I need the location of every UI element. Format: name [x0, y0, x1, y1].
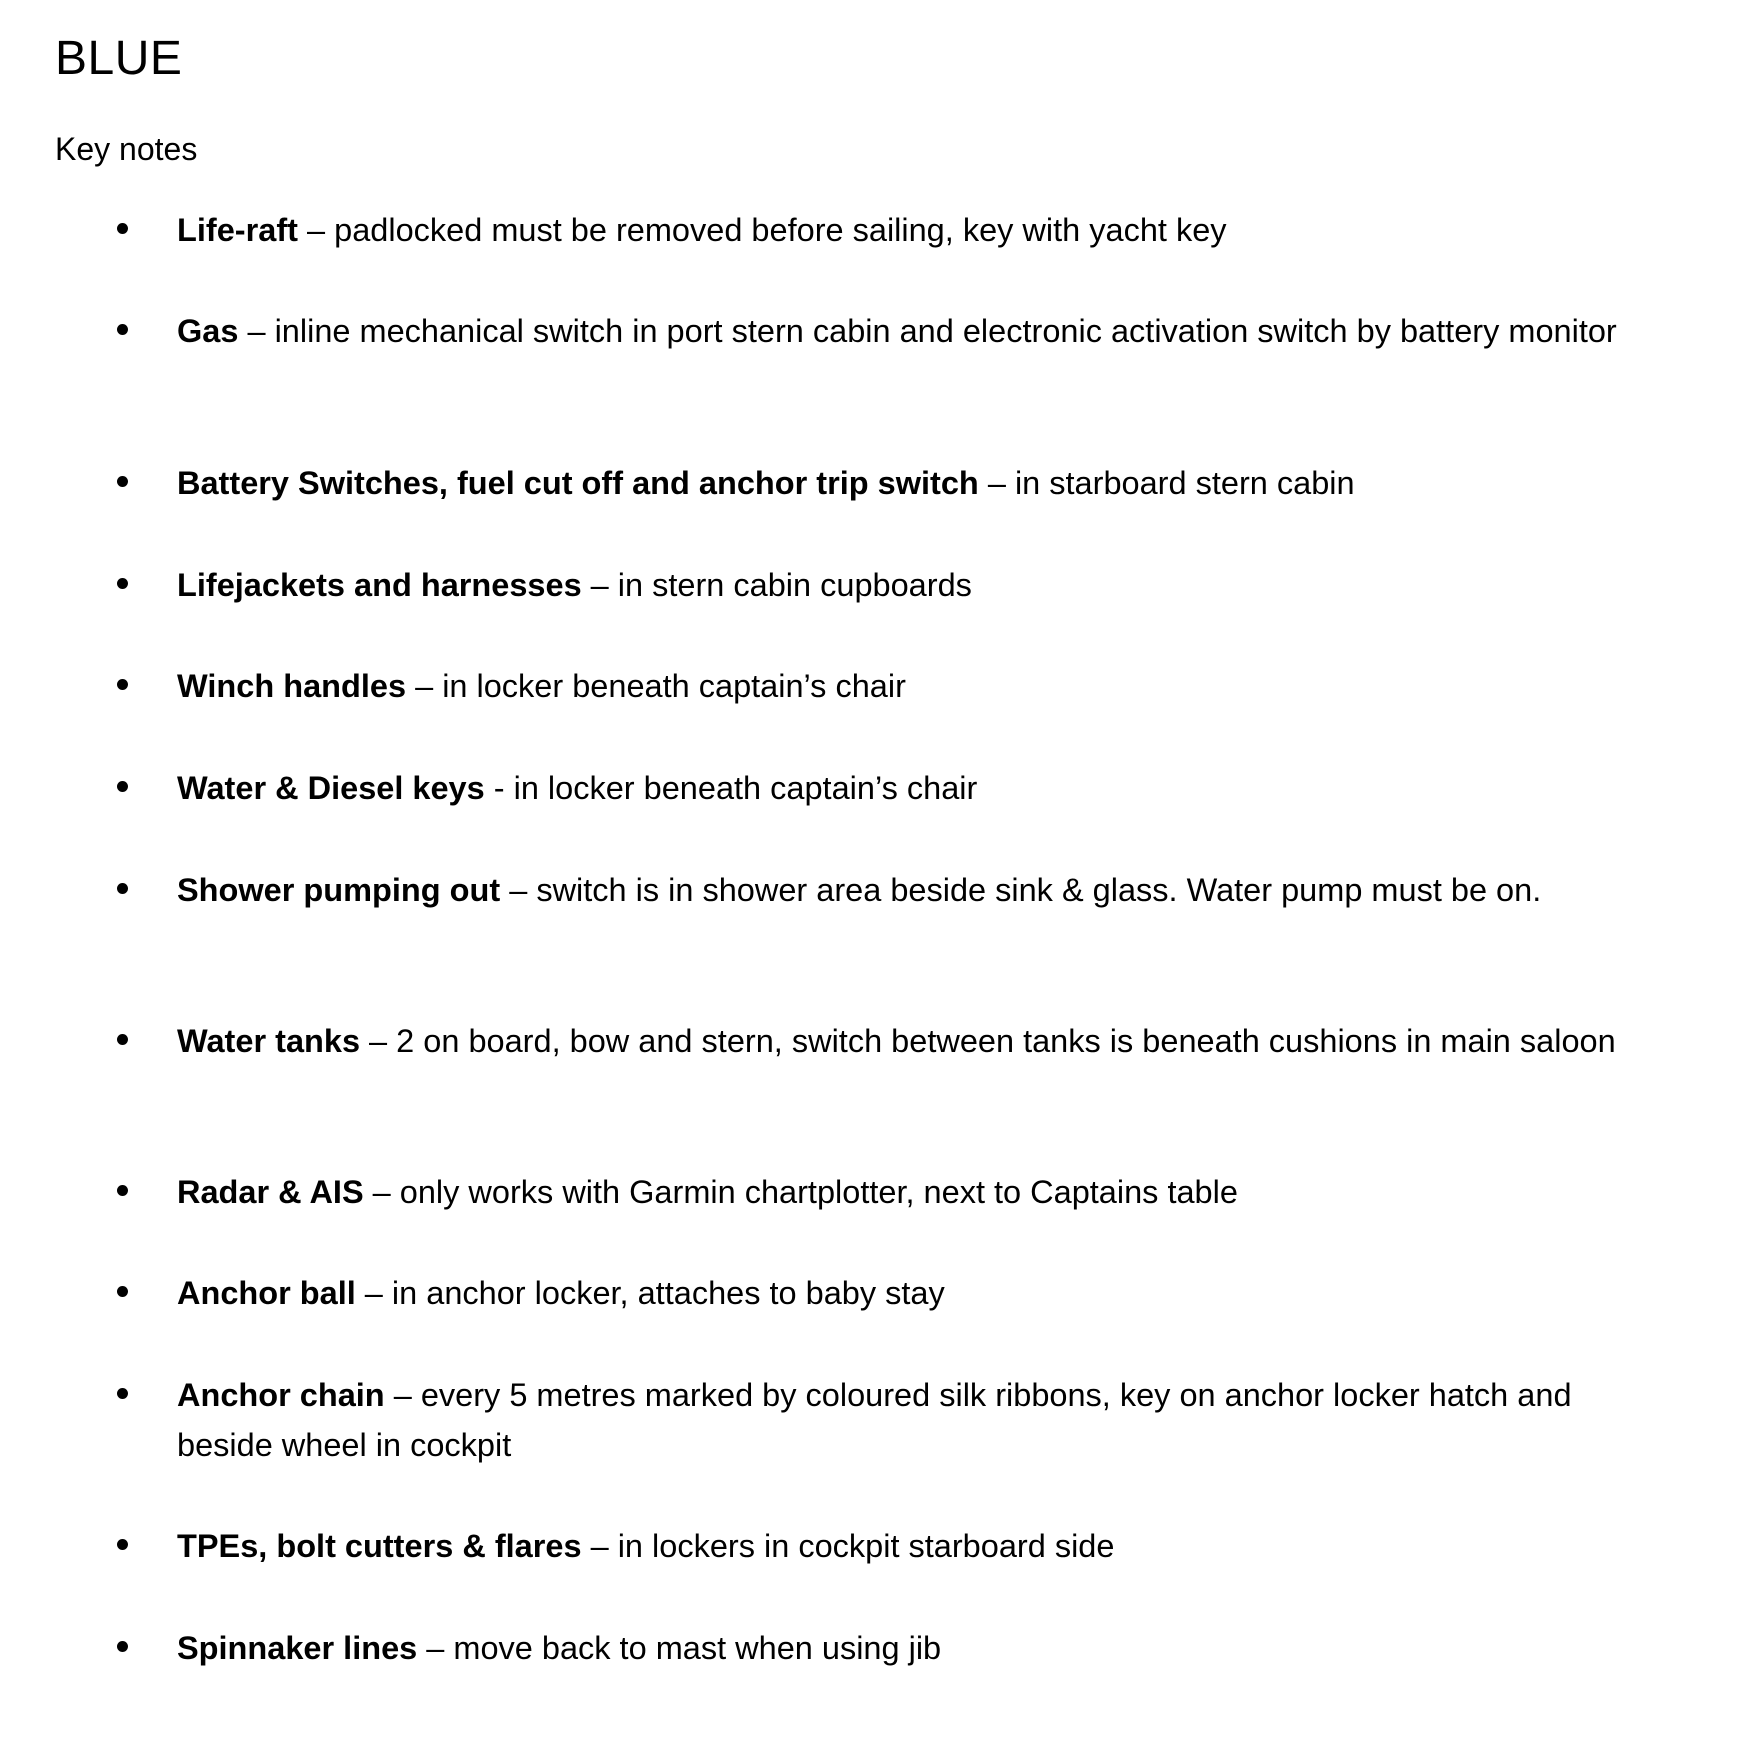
- note-text: [177, 306, 1617, 356]
- note-separator: –: [297, 212, 335, 248]
- note-text: [177, 763, 1617, 813]
- note-text: [177, 1167, 1617, 1217]
- note-separator: –: [363, 1174, 400, 1210]
- note-label: Shower pumping out: [177, 872, 501, 908]
- bullet-icon: [114, 661, 134, 681]
- note-description: move back to mast when using jib: [453, 1630, 942, 1666]
- note-description: 2 on board, bow and stern, switch between tanks is beneath cushions in main saloon: [396, 1023, 1616, 1059]
- note-label: Life-raft: [177, 212, 298, 248]
- note-text: [177, 661, 1617, 711]
- note-text: [177, 560, 1617, 610]
- note-separator: –: [406, 668, 443, 704]
- note-label: Spinnaker lines: [177, 1630, 418, 1666]
- bullet-icon: [114, 458, 134, 478]
- note-text: [177, 1521, 1617, 1571]
- bullet-icon: [114, 1370, 134, 1390]
- bullet-icon: [114, 865, 134, 885]
- note-description: padlocked must be removed before sailing, key with yacht key: [334, 212, 1227, 248]
- note-text: [177, 865, 1617, 915]
- note-separator: –: [238, 313, 275, 349]
- note-label: Anchor chain: [177, 1377, 385, 1413]
- note-description: in anchor locker, attaches to baby stay: [391, 1275, 945, 1311]
- note-separator: –: [581, 567, 618, 603]
- note-label: Battery Switches, fuel cut off and anchor trip switch: [177, 465, 979, 501]
- note-description: inline mechanical switch in port stern cabin and electronic activation switch by battery monitor: [274, 313, 1617, 349]
- bullet-icon: [114, 306, 134, 326]
- note-separator: -: [484, 770, 514, 806]
- bullet-icon: [114, 1623, 134, 1643]
- bullet-icon: [114, 763, 134, 783]
- note-description: only works with Garmin chartplotter, next to Captains table: [399, 1174, 1238, 1210]
- bullet-icon: [114, 1016, 134, 1036]
- note-description: in locker beneath captain’s chair: [442, 668, 906, 704]
- note-separator: –: [500, 872, 537, 908]
- note-text: [177, 1268, 1617, 1318]
- note-separator: –: [978, 465, 1015, 501]
- note-separator: –: [417, 1630, 454, 1666]
- note-description: in stern cabin cupboards: [617, 567, 972, 603]
- document-subtitle: Key notes: [55, 131, 198, 167]
- note-description: in locker beneath captain’s chair: [513, 770, 978, 806]
- note-label: Winch handles: [177, 668, 407, 704]
- note-label: Radar & AIS: [177, 1174, 364, 1210]
- note-separator: –: [581, 1528, 618, 1564]
- note-text: [177, 1623, 1617, 1673]
- bullet-icon: [114, 560, 134, 580]
- note-label: Water tanks: [177, 1023, 361, 1059]
- note-description: in lockers in cockpit starboard side: [617, 1528, 1115, 1564]
- note-text: [177, 1370, 1617, 1470]
- note-label: Gas: [177, 313, 239, 349]
- note-label: Anchor ball: [177, 1275, 356, 1311]
- bullet-icon: [114, 1268, 134, 1288]
- bullet-icon: [114, 1167, 134, 1187]
- document-title: BLUE: [55, 32, 183, 85]
- note-label: Water & Diesel keys: [177, 770, 485, 806]
- note-description: switch is in shower area beside sink & glass. Water pump must be on.: [536, 872, 1542, 908]
- note-separator: –: [355, 1275, 392, 1311]
- note-text: [177, 205, 1617, 255]
- bullet-icon: [114, 1521, 134, 1541]
- note-text: [177, 1016, 1617, 1066]
- note-description: every 5 metres marked by coloured silk ribbons, key on anchor locker hatch and beside wheel in cockpit: [177, 1377, 1572, 1463]
- note-text: [177, 458, 1617, 508]
- bullet-icon: [114, 205, 134, 225]
- note-description: in starboard stern cabin: [1014, 465, 1355, 501]
- note-label: TPEs, bolt cutters & flares: [177, 1528, 582, 1564]
- note-separator: –: [360, 1023, 397, 1059]
- note-separator: –: [384, 1377, 421, 1413]
- note-label: Lifejackets and harnesses: [177, 567, 582, 603]
